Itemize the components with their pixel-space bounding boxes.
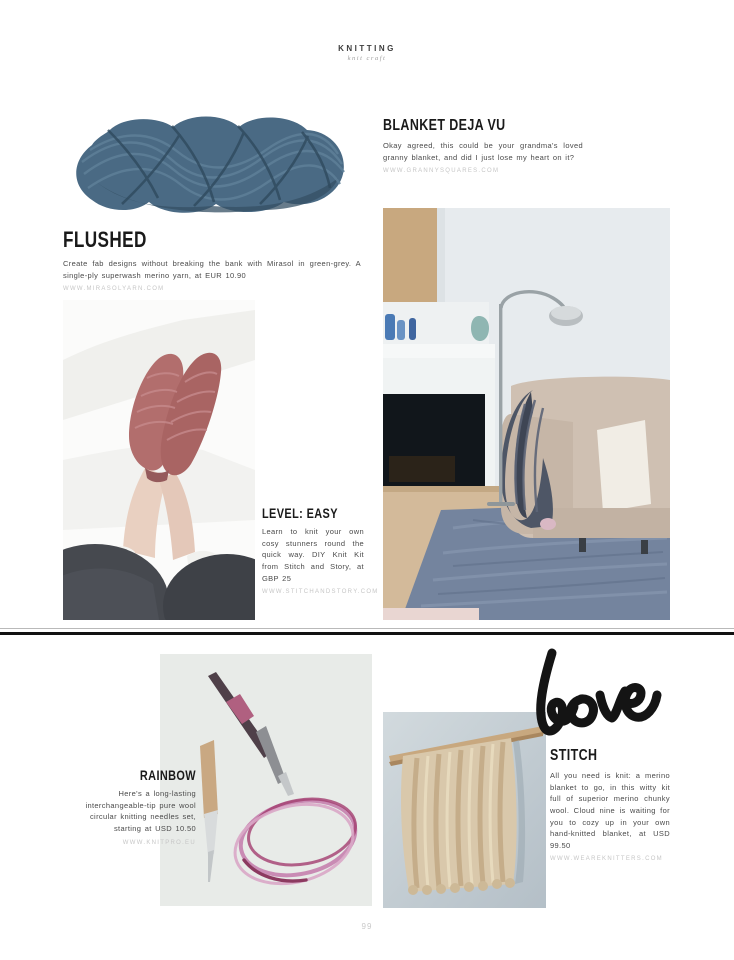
blanket-deja-vu-link: WWW.GRANNYSQUARES.COM — [383, 168, 500, 175]
stitch-link: WWW.WEAREKNITTERS.COM — [550, 856, 663, 863]
flushed-body: Create fab designs without breaking the bank with Mirasol in green-grey. A single-ply superwash merino yarn, at EUR 10.90 — [63, 259, 361, 280]
love-script — [522, 645, 672, 750]
blanket-deja-vu-title: BLANKET DEJA VU — [383, 117, 506, 134]
rainbow-title: RAINBOW — [139, 767, 196, 783]
section-rainbow — [62, 768, 196, 846]
sub-kicker: knit craft — [347, 55, 387, 62]
divider-thick-rule — [0, 632, 734, 635]
section-stitch — [550, 748, 670, 862]
level-easy-body: Learn to knit your own cosy stunners round the quick way. DIY Knit Kit from Stitch and Story, at GBP 25 — [262, 527, 364, 583]
level-easy-title: LEVEL: EASY — [262, 505, 338, 521]
flushed-title: FLUSHED — [63, 227, 147, 252]
flushed-link: WWW.MIRASOLYARN.COM — [63, 286, 165, 293]
yarn-photo — [62, 100, 354, 226]
rainbow-link: WWW.KNITPRO.EU — [122, 839, 196, 846]
divider-thin-rule — [0, 628, 734, 629]
stitch-title: STITCH — [550, 747, 598, 764]
rainbow-body: Here's a long-lasting interchangeable-tip pure wool circular knitting needles set, starting at USD 10.50 — [85, 789, 196, 833]
socks-photo — [63, 300, 255, 620]
level-easy-link: WWW.STITCHANDSTORY.COM — [262, 589, 379, 596]
blanket-deja-vu-body: Okay agreed, this could be your grandma's loved granny blanket, and did I just lose my heart on it? — [383, 141, 583, 162]
section-flushed — [63, 229, 361, 292]
stitch-body: All you need is knit: a merino blanket to go, in this witty kit full of superior merino chunky wool. Cloud nine is waiting for you to cozy up in your own hand-knitted blanket, at USD 99.50 — [550, 771, 670, 850]
section-level-easy — [262, 505, 379, 596]
page-number: 99 — [361, 922, 373, 931]
living-room-photo — [383, 208, 670, 620]
section-blanket-deja-vu — [383, 118, 598, 174]
masthead-badge — [0, 44, 734, 62]
kicker: KNITTING — [338, 44, 396, 53]
